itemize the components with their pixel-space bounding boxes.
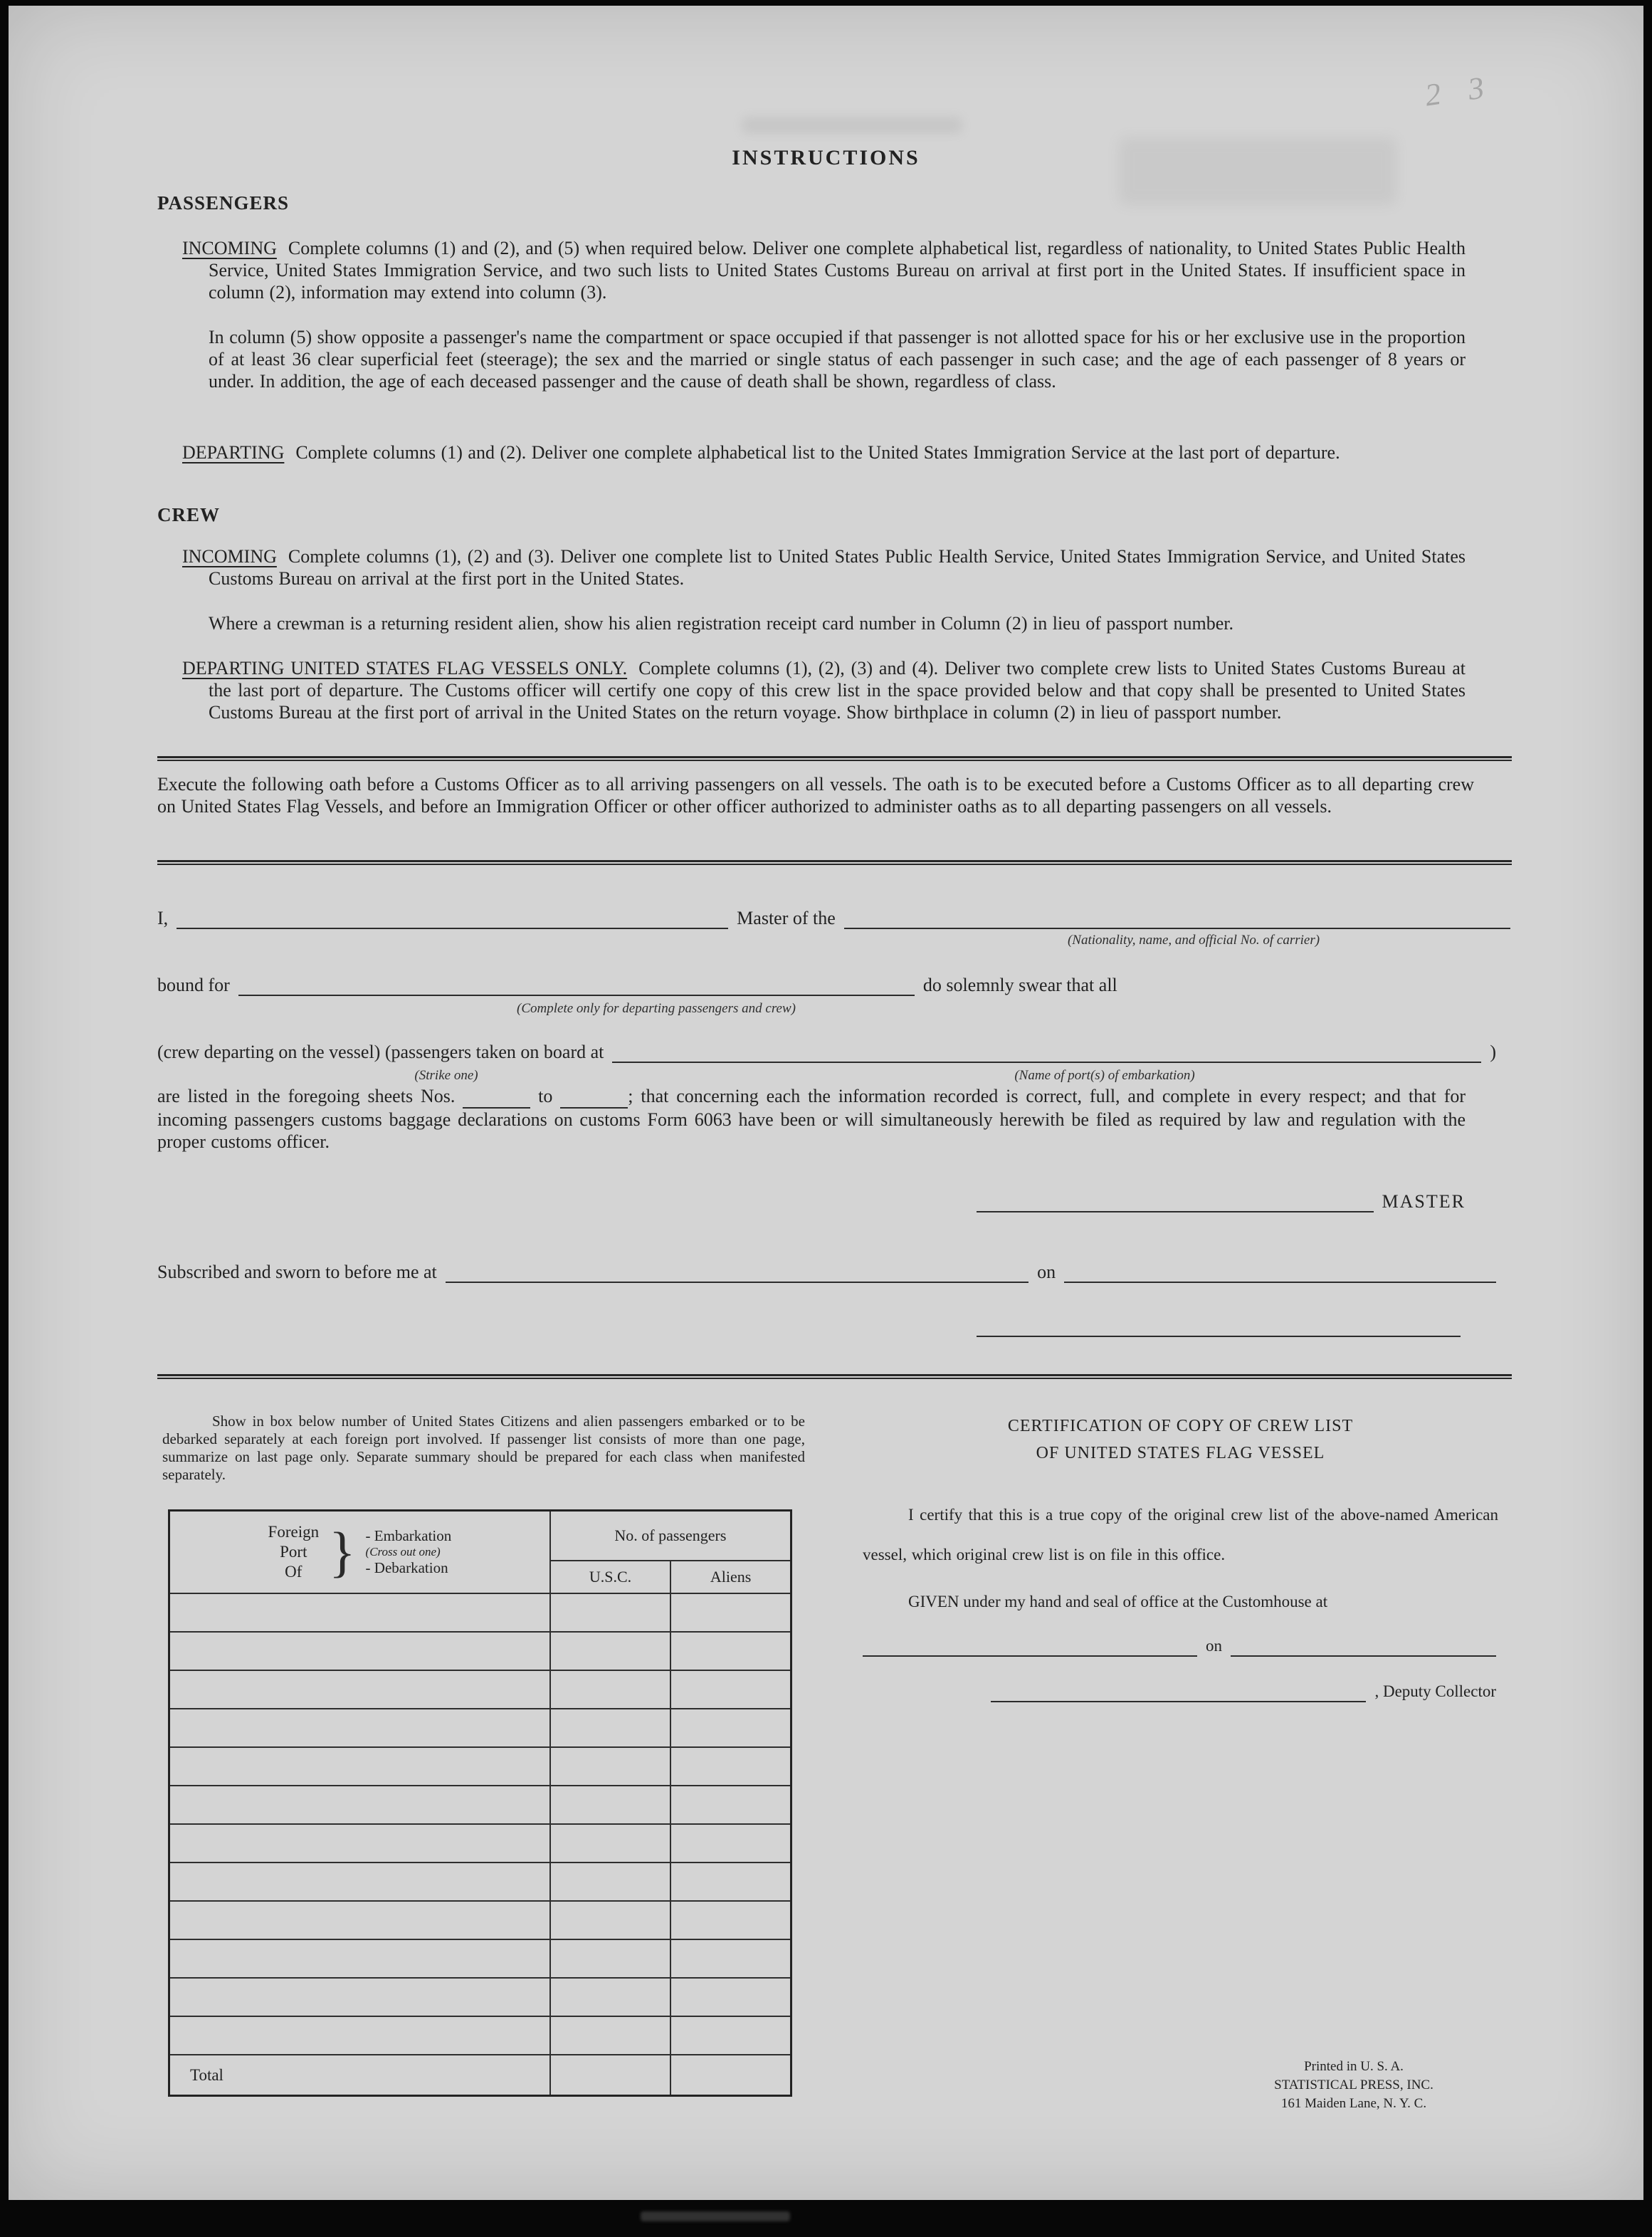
blank-cell [550,1824,670,1863]
summary-table-blank-row [169,1978,791,2016]
blank-cell [169,1593,550,1632]
destination-blank-line [238,976,915,996]
blank-cell [550,2016,670,2055]
customhouse-date-blank [1231,1637,1496,1657]
crew-incoming-label: INCOMING [182,546,277,567]
blank-cell [670,1709,791,1747]
summary-table-blank-row [169,1632,791,1670]
blank-cell [550,1632,670,1670]
crew-departing-line [157,1041,1496,1063]
crew-resident-note: Where a crewman is a returning resident alien, show his alien registration receipt card number in Column (2) in lieu of passport number. [209,613,1234,634]
passenger-count-header: No. of passengers [550,1511,791,1561]
aliens-column-header: Aliens [670,1561,791,1593]
blank-cell [670,1670,791,1709]
subscribed-line [157,1261,1496,1283]
oath-intro-paragraph: Execute the following oath before a Customs Officer as to all arriving passengers on all vessels. The oath is to be executed before a Customs Officer as to all departing crew on United States Flag Vessels, and before an Immigration Officer or other officer authorized to administer oaths as to all departing passengers on all vessels. [157,774,1474,817]
blank-cell [169,1632,550,1670]
subscribed-date-blank [1064,1263,1496,1283]
blank-cell [550,1593,670,1632]
total-row [169,2055,791,2096]
blank-cell [670,1747,791,1786]
incoming-text: Complete columns (1) and (2), and (5) when required below. Deliver one complete alphabetical list, regardless of nationality, to United States Public Health Service, United States Immigration Service, and two such lists to United States Customs Bureau on arrival at first port in the United States. If insufficient space in column (2), information may extend into column (3). [209,238,1466,303]
to-word: to [538,1086,553,1106]
blank-cell [550,1709,670,1747]
customhouse-line [863,1635,1496,1657]
foreign-port-header [170,1516,549,1588]
summary-table-blank-row [169,1709,791,1747]
master-of-label: Master of the [737,908,836,928]
carrier-blank-line [844,909,1510,929]
divider-rule [157,860,1512,865]
foreign-port-of-stack [268,1522,320,1582]
paper [9,6,1643,2200]
strike-one-caption: (Strike one) [414,1068,478,1083]
blank-cell [670,1901,791,1939]
blank-cell [169,1863,550,1901]
of-word: Of [285,1562,302,1581]
summary-table-blank-row [169,1593,791,1632]
departing-flag-text: Complete columns (1), (2), (3) and (4). Deliver two complete crew lists to United States Customs Bureau at the last port of departure. The Customs officer will certify one copy of this crew list in the space provided below and that copy shall be presented to United States Customs Bureau at the first port of arrival in the United States on the return voyage. Show birthplace in column (2) in lieu of passport number. [209,658,1466,723]
bound-caption: (Complete only for departing passengers and crew) [517,1001,796,1016]
deputy-collector-line [991,1680,1496,1702]
scan-bleed-artifact [742,117,962,134]
subscribed-place-blank [446,1263,1028,1283]
blank-cell [169,1978,550,2016]
blank-cell [550,1863,670,1901]
master-signature-line [977,1190,1466,1212]
certification-body: I certify that this is a true copy of the original crew list of the above-named American vessel, which original crew list is on file in this office. [863,1506,1498,1563]
customhouse-place-blank [863,1637,1197,1657]
subscribed-text: Subscribed and sworn to before me at [157,1262,437,1282]
crew-departing-flag-paragraph [182,657,1466,723]
scan-edge-artifact [641,2211,790,2221]
summary-table-blank-row [169,1824,791,1863]
blank-cell [670,1786,791,1824]
carrier-caption: (Nationality, name, and official No. of carrier) [1067,933,1320,948]
summary-note: Show in box below number of United States Citizens and alien passengers embarked or to be debarked separately at each foreign port involved. If passenger list consists of more than one page, summarize on last page only. Separate summary should be prepared for each class when manifested separately. [162,1413,805,1483]
total-usc-cell [550,2055,670,2096]
printed-in-usa: Printed in U. S. A. [1304,2059,1404,2074]
port-name-caption: (Name of port(s) of embarkation) [1014,1068,1195,1083]
embarkation-option: - Embarkation [365,1526,452,1544]
given-line: GIVEN under my hand and seal of office at the Customhouse at [908,1593,1328,1610]
on-word: on [1037,1262,1056,1282]
sheet-from-blank [463,1085,530,1109]
crew-departing-text: (crew departing on the vessel) (passengers taken on board at [157,1042,604,1062]
press-address: 161 Maiden Lane, N. Y. C. [1280,2096,1427,2111]
bound-for-line [157,974,1466,996]
printer-imprint [1219,2058,1489,2113]
summary-table-blank-row [169,1786,791,1824]
passengers-heading: PASSENGERS [157,192,290,214]
sheet-to-blank [560,1085,628,1109]
embarkation-port-blank-line [612,1043,1481,1063]
certification-title-line1: CERTIFICATION OF COPY OF CREW LIST [1007,1417,1354,1435]
master-label: MASTER [1382,1191,1466,1212]
blank-cell [670,1593,791,1632]
departing-label: DEPARTING [182,442,285,463]
master-name-blank-line [177,909,728,929]
blank-cell [550,1901,670,1939]
crew-incoming-text: Complete columns (1), (2) and (3). Deliver one complete list to United States Public Health Service, United States Immigration Service, and United States Customs Bureau on arrival at the first port in the United States. [209,546,1466,589]
summary-table-total-section [169,2055,791,2096]
bound-for-label: bound for [157,975,230,995]
crew-heading: CREW [157,504,221,525]
blank-cell [670,1939,791,1978]
listed-text-1: are listed in the foregoing sheets Nos. [157,1086,456,1106]
divider-rule [157,1374,1512,1379]
summary-table-blank-row [169,1939,791,1978]
blank-cell [169,1901,550,1939]
blank-cell [670,1863,791,1901]
deputy-signature-blank [991,1682,1366,1702]
listed-text-2: ; that concerning each the information recorded is correct, full, and complete in every respect; and that for incoming passengers customs baggage declarations on customs Form 6063 have been or will simultaneously herewith be filed as required by law and regulation with the proper customs officer. [157,1086,1466,1152]
port-word: Port [280,1542,307,1561]
summary-table-blank-row [169,1670,791,1709]
oath-master-line [157,907,1510,929]
blank-cell [550,1786,670,1824]
summary-table-blank-rows [169,1593,791,2055]
cross-out-one-caption: (Cross out one) [365,1544,441,1558]
certification-title-line2: OF UNITED STATES FLAG VESSEL [1036,1444,1325,1462]
blank-cell [670,1824,791,1863]
foreign-word: Foreign [268,1522,320,1541]
departing-text: Complete columns (1) and (2). Deliver one complete alphabetical list to the United States Immigration Service at the last port of departure. [295,442,1340,463]
departing-flag-label: DEPARTING UNITED STATES FLAG VESSELS ONLY. [182,658,628,679]
blank-cell [670,1978,791,2016]
summary-table-blank-row [169,2016,791,2055]
blank-cell [670,1632,791,1670]
foreign-port-header-cell [169,1511,550,1593]
blank-cell [169,1670,550,1709]
are-listed-paragraph [157,1085,1466,1153]
blank-cell [550,1670,670,1709]
blank-cell [670,2016,791,2055]
summary-table-blank-row [169,1901,791,1939]
i-prefix: I, [157,908,169,928]
passengers-incoming-paragraph-2: In column (5) show opposite a passenger's name the compartment or space occupied if that passenger is not allotted space for his or her exclusive use in the proportion of at least 36 clear superficial feet (steerage); the sex and the married or single status of each passenger in such case; and the age of each passenger of 8 years or under. In addition, the age of each deceased passenger and the cause of death shall be shown, regardless of class. [209,327,1466,392]
usc-column-header: U.S.C. [550,1561,670,1593]
swear-text: do solemnly swear that all [922,975,1117,995]
passenger-summary-table [168,1509,792,2097]
officer-signature-blank [977,1317,1461,1337]
blank-cell [169,1786,550,1824]
blank-cell [550,1747,670,1786]
incoming-label: INCOMING [182,238,277,258]
debarkation-option: - Debarkation [365,1558,448,1576]
blank-cell [169,1747,550,1786]
blank-cell [169,2016,550,2055]
blank-cell [550,1978,670,2016]
summary-table-blank-row [169,1747,791,1786]
crew-incoming-paragraph [182,545,1466,590]
embark-debark-options [366,1527,452,1577]
master-signature-blank [977,1193,1374,1212]
deputy-collector-label: , Deputy Collector [1374,1682,1496,1700]
brace-glyph: } [329,1520,356,1583]
summary-table-blank-row [169,1863,791,1901]
cert-on-word: on [1206,1637,1222,1655]
handwritten-mark: 2 3 [1423,68,1496,113]
statistical-press: STATISTICAL PRESS, INC. [1274,2078,1433,2092]
page-title: INSTRUCTIONS [732,146,920,169]
certification-title-block [863,1413,1498,1467]
divider-rule [157,756,1512,761]
blank-cell [169,1824,550,1863]
blank-cell [169,1939,550,1978]
passengers-incoming-paragraph [182,237,1466,303]
close-paren: ) [1490,1042,1496,1062]
blank-cell [550,1939,670,1978]
passengers-departing-paragraph [182,441,1466,463]
table-header-row-1 [169,1511,791,1561]
blank-cell [169,1709,550,1747]
total-label: Total [169,2055,550,2096]
total-aliens-cell [670,2055,791,2096]
